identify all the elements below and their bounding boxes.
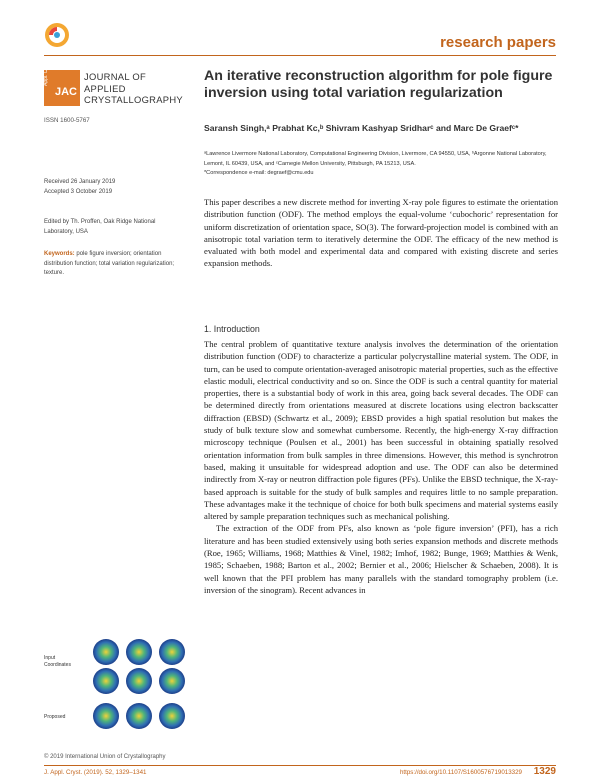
journal-name-line: CRYSTALLOGRAPHY [84,94,183,105]
edited-by: Edited by Th. Proffen, Oak Ridge National Laboratory, USA [44,219,156,235]
received-date: Received 26 January 2019 [44,179,116,185]
issn: ISSN 1600-5767 [44,117,90,124]
affiliations [204,150,558,179]
page-number: 1329 [533,766,556,777]
svg-text:Appl. Cryst.: Appl. Cryst. [43,60,49,86]
affiliation-text: ᵃLawrence Livermore National Laboratory, Computational Engineering Division, Livermore, CA 94550, USA, ᵇArgonne National Laboratory, Lemont, IL 60439, USA, and ᶜCarnegie Mellon University, Pittsburgh, PA 15213, USA. [204,151,547,167]
accepted-date: Accepted 3 October 2019 [44,188,113,195]
footer-rule [44,765,556,766]
figure-label-input: Input [44,655,56,661]
figure-label-output: Proposed [44,714,66,720]
journal-name [84,71,183,106]
keywords-label: Keywords: [44,251,75,257]
section-heading: 1. Introduction [204,324,260,334]
journal-logo-text: JAC [55,86,78,98]
figure-label-input2: Coordinates [44,662,71,668]
abstract: This paper describes a new discrete method for inverting X-ray pole figures to estimate the orientation distribution function (ODF). The method employs the equal-volume ‘cubochoric’ representation for uniform discretization of orientation space, SO(3). The forward-projection model is combined with an anisotropic total variation term to iteratively determine the ODF. The efficacy of the new method is evaluated with both model and experimental data and compared with existing discrete and series expansion methods. [204,197,558,269]
copyright: © 2019 International Union of Crystallography [44,754,166,760]
footer-doi-link[interactable]: https://doi.org/10.1107/S1600576719013329 [399,769,522,776]
header-rule [44,55,556,56]
graphical-abstract-figure [44,632,196,742]
author-list: Saransh Singh,ᵃ Prabhat Kc,ᵇ Shivram Kashyap Sridharᶜ and Marc De Graefᶜ* [204,123,519,133]
correspondence-email[interactable]: *Correspondence e-mail: degraef@cmu.edu [204,170,314,177]
body-text [204,338,558,596]
pole-figure-row-input [93,639,185,694]
article-title: An iterative reconstruction algorithm for pole figure inversion using total variation regularization [204,68,553,101]
open-access-icon [44,22,70,48]
paragraph: The extraction of the ODF from PFs, also known as ‘pole figure inversion’ (PFI), has a rich literature and has been studied extensively using both series expansion methods and discrete methods (Roe, 1965; Williams, 1968; Matthies & Vinel, 1982; Imhof, 1982; Bunge, 1969; Matthies & Wenk, 1985; Schaeben, 1988; Barton et al., 2002; Bernier et al., 2006; Hielscher & Schaeben, 2008). It is well known that the PFI problem has many parallels with the standard tomography problem (i.e. inversion of the sinogram). Recent advances in [204,523,558,595]
pole-figure-row-output [93,703,185,729]
keywords-text: pole figure inversion; orientation distribution function; total variation regularization; texture. [44,251,175,276]
section-label: research papers [440,34,556,51]
journal-name-line: APPLIED [84,82,126,94]
journal-logo [43,60,80,106]
received-dates [44,178,115,197]
paragraph: The central problem of quantitative texture analysis involves the determination of the orientation distribution function (ODF) to characterize a particular polycrystalline material system. The ODF, in turn, can be used to compute orientation-averaged anisotropic material properties, such as the effective elastic moduli, electrical conductivity and so on. Since the ODF is such a central quantity for material properties, there is a substantial body of work in this area, going back several decades. The ODF can be determined directly from orientations measured at discrete locations using electron backscatter diffraction (EBSD) (Schwartz et al., 2009); EBSD provides a high spatial resolution but makes the study of bulk texture slow and somewhat cumbersome. Recently, the high-energy X-ray diffraction microscopy technique (Poulsen et al., 2001) has been successful in obtaining spatially resolved orientation information from bulk samples in three dimensions. However, this method is synchrotron based, making it unsuitable for widespread adoption and use. The ODF can also be determined indirectly from X-ray or neutron diffraction pole figures (PFs). Unlike the EBSD technique, the X-ray-based approach is suitable for the study of bulk samples and requires little to no sample preparation. These advantages make it the technique of choice for both bulk specimens and material systems easily altered by sample preparation techniques such as mechanical polishing. [204,339,558,522]
footer-citation: J. Appl. Cryst. (2019). 52, 1329–1341 [44,769,147,776]
keywords [44,250,184,279]
journal-name-line: JOURNAL OF [84,71,147,82]
